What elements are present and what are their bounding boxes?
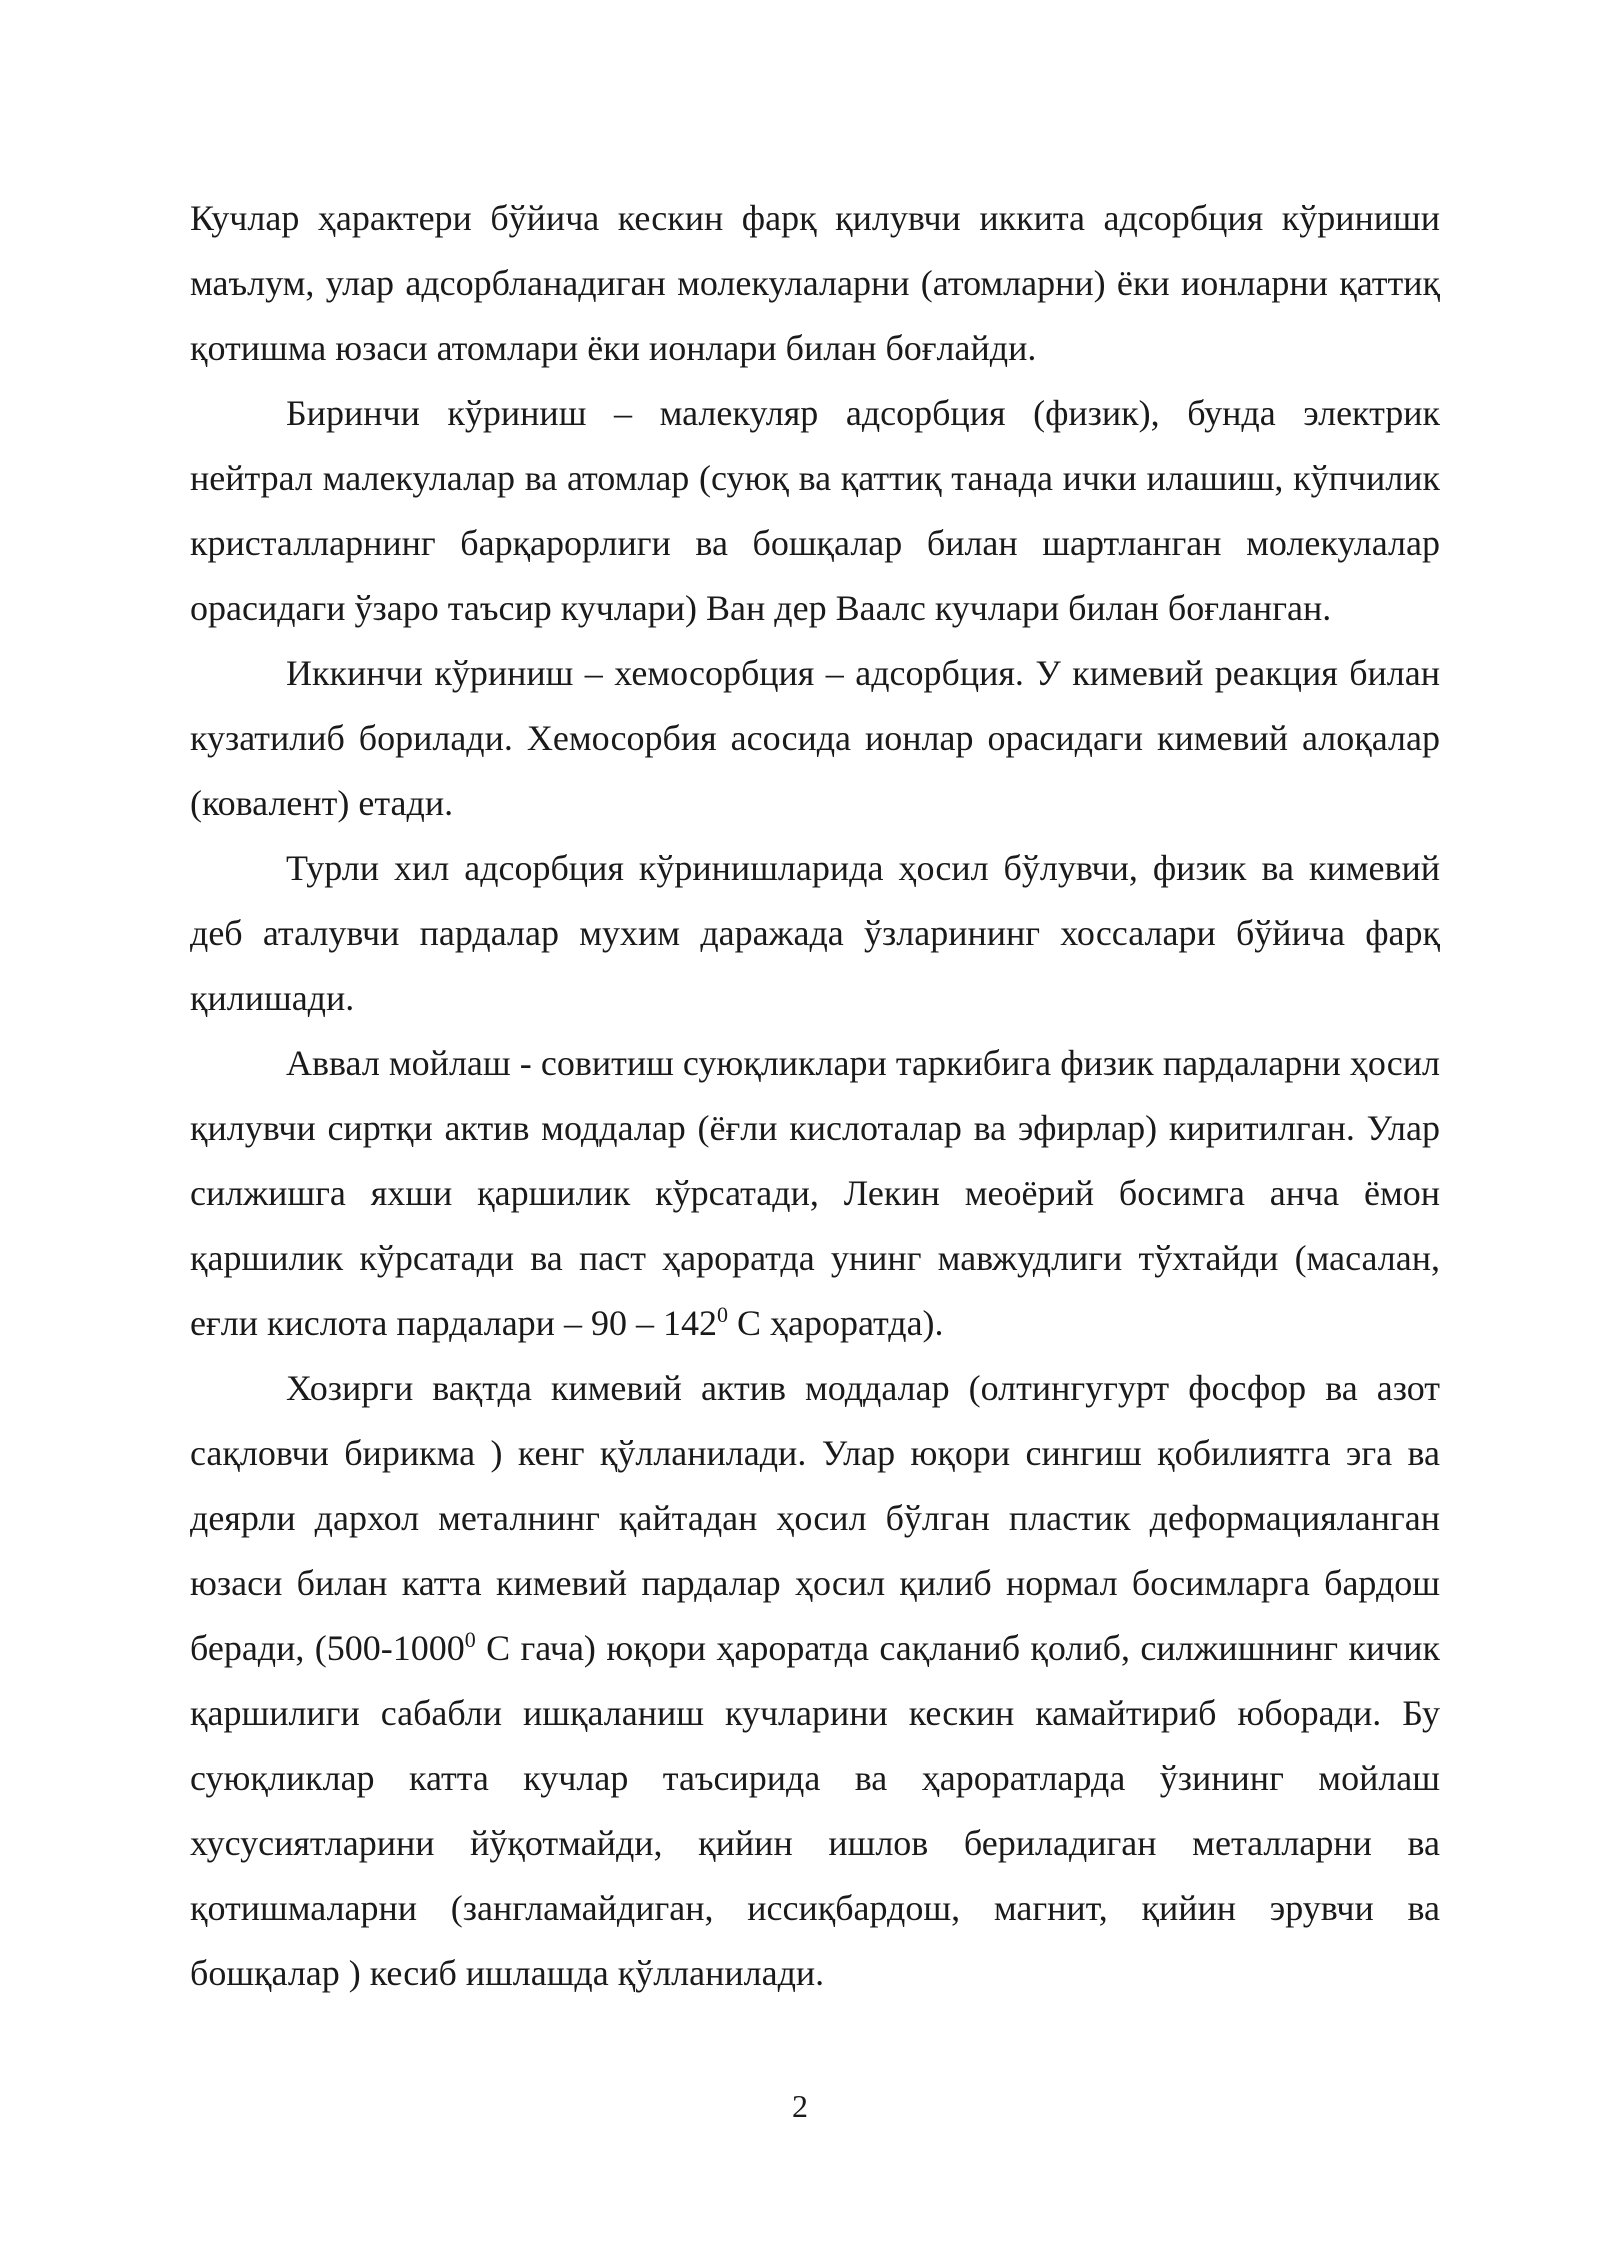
paragraph-6-text: Хозирги вақтда кимевий актив моддалар (олтингугурт фосфор ва азот сақловчи бирикма ) кенг қўлланилади. Улар юқори сингиш қобилиятга эга ва деярли дархол металнинг қайтадан ҳосил бўлган пластик деформацияланган юзаси билан катта кимевий пардалар ҳосил қилиб нормал босимларга бардош беради, (500-1000 [190,1368,1440,1668]
document-body [190,186,1440,2006]
paragraph-4: Турли хил адсорбция кўринишларида ҳосил бўлувчи, физик ва кимевий деб аталувчи пардалар мухим даражада ўзларининг хоссалари бўйича фарқ қилишади. [190,848,1440,1018]
paragraph-3: Иккинчи кўриниш – хемосорбция – адсорбция. У кимевий реакция билан кузатилиб борилади. Хемосорбия асосида ионлар орасидаги кимевий алоқалар (ковалент) етади. [190,653,1440,823]
degree-superscript: 0 [716,1302,728,1327]
paragraph-6-text-end: С гача) юқори ҳароратда сақланиб қолиб, силжишнинг кичик қаршилиги сабабли ишқаланиш кучларини кескин камайтириб юборади. Бу суюқликлар катта кучлар таъсирида ва ҳароратларда ўзининг мойлаш хусусиятларини йўқотмайди, қийин ишлов бериладиган металларни ва қотишмаларни (зангламайдиган, иссиқбардош, магнит, қийин эрувчи ва бошқалар ) кесиб ишлашда қўлланилади. [190,1628,1440,1993]
paragraph-6 [190,1356,1440,2006]
paragraph-1: Кучлар ҳарактери бўйича кескин фарқ қилувчи иккита адсорбция кўриниши маълум, улар адсорбланадиган молекулаларни (атомларни) ёки ионларни қаттиқ қотишма юзаси атомлари ёки ионлари билан боғлайди. [190,198,1440,368]
paragraph-5-text: Аввал мойлаш - совитиш суюқликлари таркибига физик пардаларни ҳосил қилувчи сиртқи актив моддалар (ёғли кислоталар ва эфирлар) киритилган. Улар силжишга яхши қаршилик кўрсатади, Лекин меоёрий босимга анча ёмон қаршилик кўрсатади ва паст ҳароратда унинг мавжудлиги тўхтайди (масалан, еғли кислота пардалари – 90 – 142 [190,1043,1440,1343]
paragraph-5 [190,1031,1440,1356]
degree-superscript: 0 [464,1627,476,1652]
paragraph-5-text-end: С ҳароратда). [727,1303,944,1343]
page-number: 2 [792,2088,808,2124]
paragraph-2: Биринчи кўриниш – малекуляр адсорбция (физик), бунда электрик нейтрал малекулалар ва атомлар (суюқ ва қаттиқ танада ички илашиш, кўпчилик кристалларнинг барқарорлиги ва бошқалар билан шартланган молекулалар орасидаги ўзаро таъсир кучлари) Ван дер Ваалс кучлари билан боғланган. [190,393,1440,628]
